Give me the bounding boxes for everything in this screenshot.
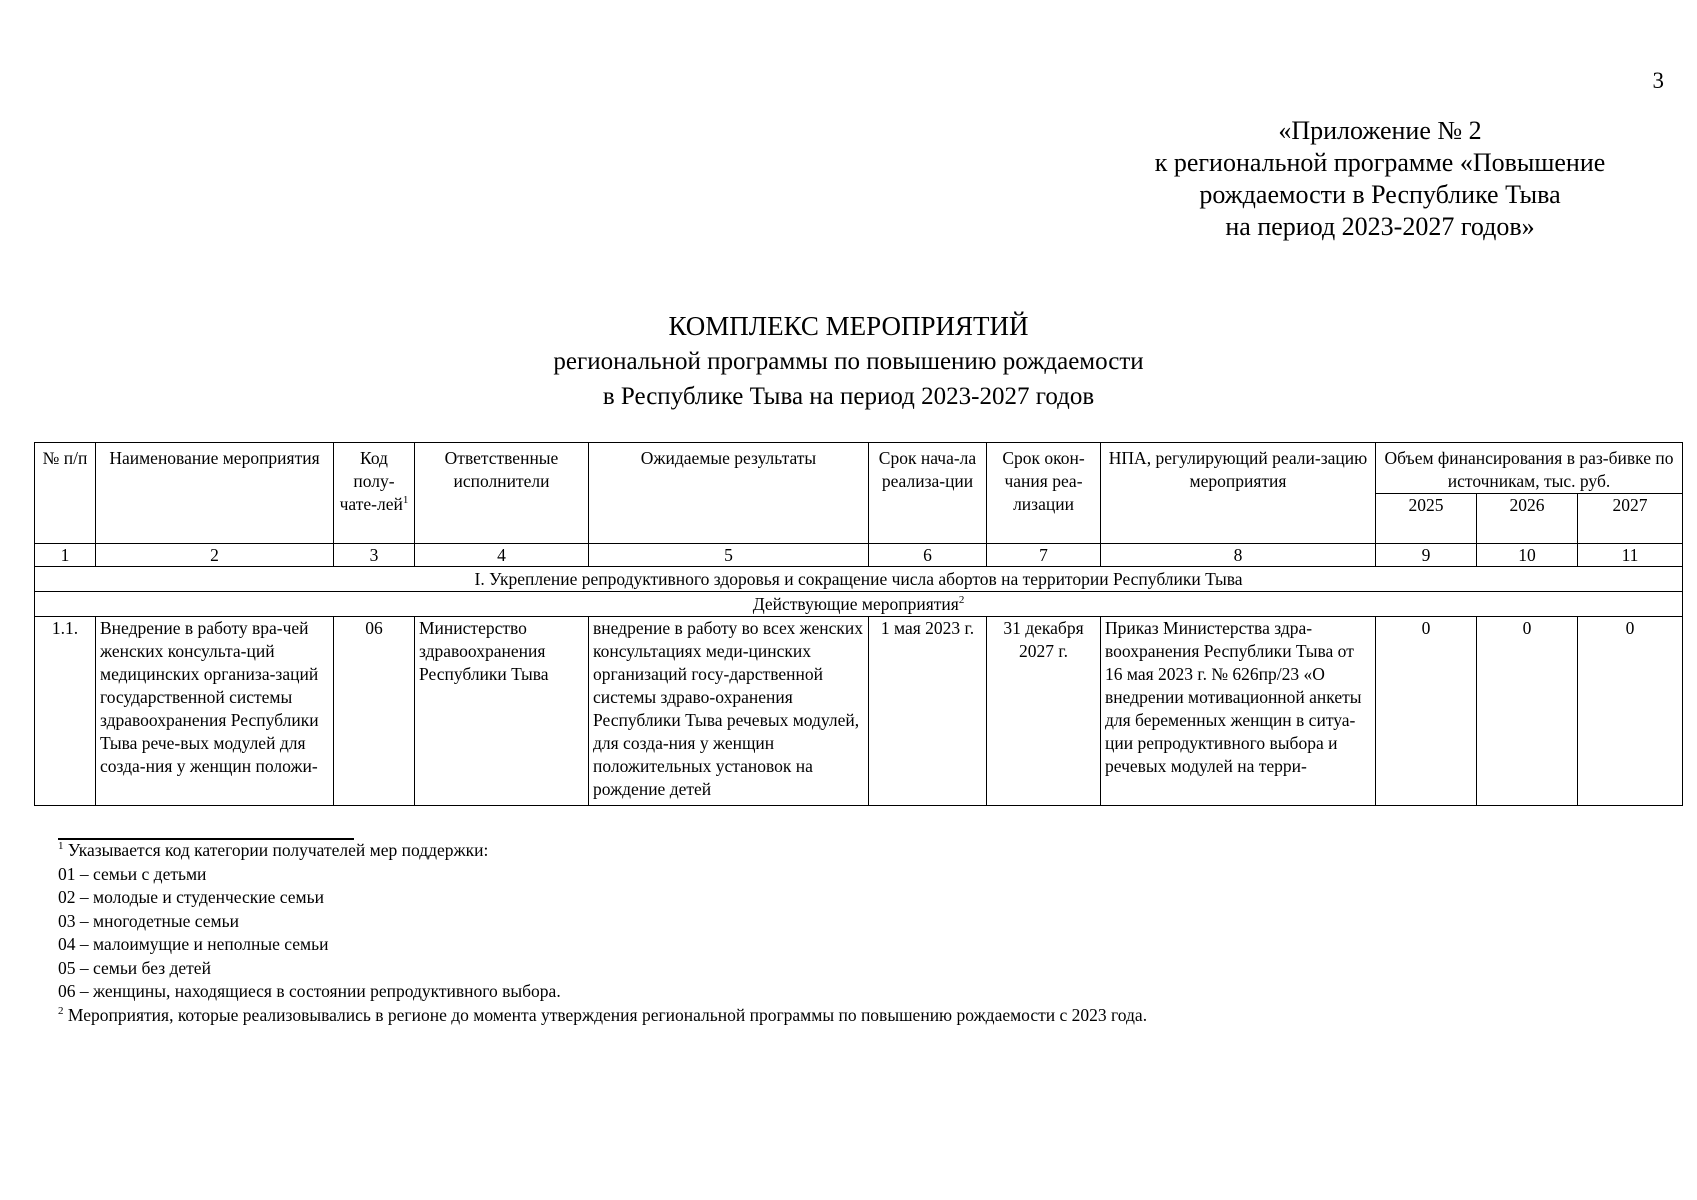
footnote-1-text: Указывается код категории получателей мер поддержки: [67,840,489,860]
footnote-2 [58,1004,1147,1028]
footnote-item: 06 – женщины, находящиеся в состоянии репродуктивного выбора. [58,981,561,1001]
section-title: I. Укрепление репродуктивного здоровья и сокращение числа абортов на территории Республики Тыва [35,567,1683,592]
row-name: Внедрение в работу вра-чей женских консульта-ций медицинских организа-заций государственной системы здравоохранения Республики Тыва рече-вых модулей для созда-ния у женщин положи- [96,617,334,806]
column-number: 2 [96,544,334,567]
column-number: 8 [1101,544,1376,567]
page-number: 3 [1652,68,1664,93]
title-subtitle-2: в Республике Тыва на период 2023-2027 годов [602,383,1095,410]
subsection-title: Действующие мероприятия [752,594,959,614]
row-results: внедрение в работу во всех женских консультациях меди-цинских организаций госу-дарственной системы здраво-охранения Республики Тыва речевых модулей, для созда-ния у женщин положительных установок на рождение детей [589,617,869,806]
footnote-item: 04 – малоимущие и неполные семьи [58,934,329,954]
column-number: 10 [1477,544,1578,567]
attachment-note [1080,115,1680,243]
footnote-2-text: Мероприятия, которые реализовывались в регионе до момента утверждения региональной программы по повышению рождаемости с 2023 года. [67,1004,1148,1025]
column-number: 11 [1578,544,1683,567]
header-num: № п/п [35,443,96,544]
header-code-text: Код полу-чате-лей [339,448,403,514]
header-npa: НПА, регулирующий реали-зацию мероприятия [1101,443,1376,544]
attachment-line-3: рождаемости в Республике Тыва [1199,180,1561,209]
column-number: 5 [589,544,869,567]
table-header-row [35,443,1683,494]
header-year-2027: 2027 [1578,494,1683,544]
footnote-item: 03 – многодетные семьи [58,910,239,931]
header-executors: Ответственные исполнители [415,443,589,544]
footnote-item: 02 – молодые и студенческие семьи [58,887,324,907]
header-year-2026: 2026 [1477,494,1578,544]
footnote-1-mark: 1 [58,840,64,853]
column-number: 7 [987,544,1101,567]
title-subtitle-1: региональной программы по повышению рождаемости [553,348,1144,375]
column-number: 9 [1376,544,1477,567]
table-row [35,617,1683,806]
column-numbers-row [35,544,1683,567]
footnote-item: 05 – семьи без детей [58,957,211,978]
measures-table [34,442,1683,806]
title-main: КОМПЛЕКС МЕРОПРИЯТИЙ [668,311,1029,341]
row-funding-2027: 0 [1578,617,1683,806]
header-code [334,443,415,544]
attachment-line-2: к региональной программе «Повышение [1154,148,1606,177]
footnotes [58,839,1147,1027]
row-funding-2025: 0 [1376,617,1477,806]
row-funding-2026: 0 [1477,617,1578,806]
attachment-line-4: на период 2023-2027 годов» [1225,212,1535,241]
column-number: 1 [35,544,96,567]
header-name: Наименование мероприятия [96,443,334,544]
column-number: 6 [869,544,987,567]
header-code-footnote-mark: 1 [402,494,409,507]
subsection-title-cell [35,592,1683,617]
column-number: 4 [415,544,589,567]
subsection-row [35,592,1683,617]
column-number: 3 [334,544,415,567]
row-npa: Приказ Министерства здра-воохранения Республики Тыва от 16 мая 2023 г. № 626пр/23 «О внедрении мотивационной анкеты для беременных женщин в ситуа-ции репродуктивного выбора и речевых модулей на терри- [1101,617,1376,806]
header-start: Срок нача-ла реализа-ции [869,443,987,544]
footnote-item: 01 – семьи с детьми [58,863,207,884]
footnote-1 [58,839,1147,863]
header-year-2025: 2025 [1376,494,1477,544]
row-end: 31 декабря 2027 г. [987,617,1101,806]
document-title [0,309,1697,414]
header-results: Ожидаемые результаты [589,443,869,544]
footnote-2-mark: 2 [58,1004,64,1017]
row-start: 1 мая 2023 г. [869,617,987,806]
section-row [35,567,1683,592]
row-executors: Министерство здравоохранения Республики Тыва [415,617,589,806]
row-num: 1.1. [35,617,96,806]
subsection-footnote-mark: 2 [958,594,965,607]
header-end: Срок окон-чания реа-лизации [987,443,1101,544]
row-code: 06 [334,617,415,806]
header-funding: Объем финансирования в раз-бивке по источникам, тыс. руб. [1376,443,1683,494]
attachment-line-1: «Приложение № 2 [1278,116,1482,145]
